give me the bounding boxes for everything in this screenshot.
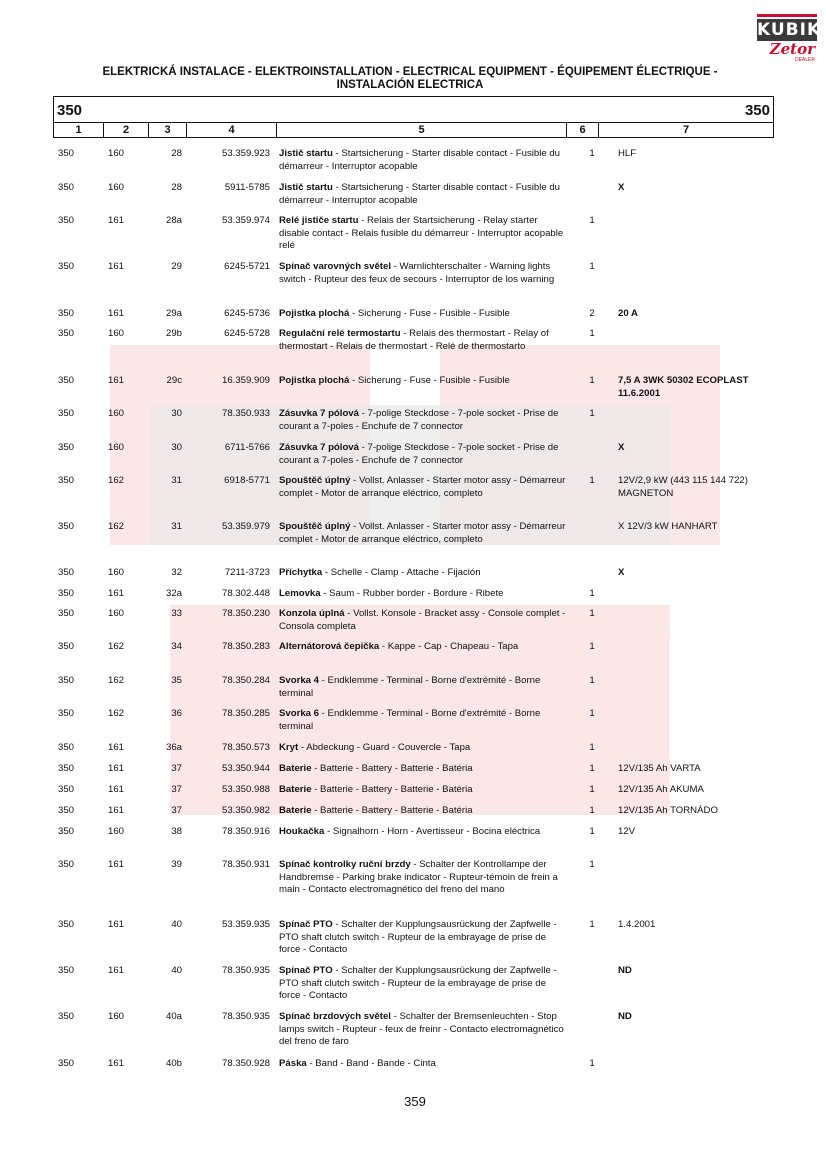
part-number-cell: 6711-5766 [224,442,270,453]
description-cell [279,919,569,957]
note-cell: 12V/135 Ah VARTA [618,763,701,774]
part-translations: - Schelle - Clamp - Attache - Fijación [322,567,481,578]
page-number: 359 [404,1094,426,1109]
quantity-cell: 2 [589,308,595,319]
note-cell: X [618,182,625,193]
description-cell [279,763,569,776]
position-cell: 33 [171,608,182,619]
position-cell: 29c [166,375,182,386]
part-translations: - Endklemme - Terminal - Borne d'extrémité - Borne terminal [279,708,541,732]
part-translations: - Saum - Rubber border - Bordure - Ribete [320,588,504,599]
part-translations: - Relais des thermostart - Relay of thermostart - Relais de thermostart - Relé de thermostarto [279,328,549,352]
description-cell [279,328,569,353]
model-cell: 350 [58,742,75,753]
part-translations: - Abdeckung - Guard - Couvercle - Tapa [298,742,471,753]
group-cell: 161 [108,805,125,816]
part-name: Pojistka plochá [279,375,350,386]
description-cell [279,641,569,654]
note-cell: 20 A [618,308,638,319]
part-number-cell: 78.350.230 [221,608,270,619]
part-number-cell: 78.350.285 [221,708,270,719]
part-number-cell: 78.350.916 [221,826,270,837]
part-number-cell: 78.350.935 [221,1011,270,1022]
part-name: Baterie [279,805,312,816]
part-number-cell: 6918-5771 [224,475,270,486]
quantity-cell: 1 [589,408,595,419]
model-cell: 350 [58,608,75,619]
part-translations: - Warnlichterschalter - Warning lights switch - Rupteur des feux de secours - Interruptor de los warning [279,261,555,285]
col-header-2: 2 [104,123,149,137]
group-cell: 161 [108,375,125,386]
group-cell: 161 [108,588,125,599]
position-cell: 36 [171,708,182,719]
description-cell [279,708,569,733]
description-cell [279,675,569,700]
part-translations: - Startsicherung - Starter disable contact - Fusible du démarreur - Interruptor acopable [279,148,561,172]
part-name: Spínač varovných světel [279,261,391,272]
col-header-4: 4 [187,123,277,137]
quantity-cell: 1 [589,805,595,816]
group-cell: 160 [108,442,125,453]
position-cell: 40 [171,965,182,976]
note-cell: X [618,567,625,578]
part-name: Regulační relé termostartu [279,328,401,339]
part-translations: - Vollst. Konsole - Bracket assy - Console complet - Consola completa [279,608,566,632]
part-name: Pojistka plochá [279,308,350,319]
model-cell: 350 [58,375,75,386]
quantity-cell: 1 [589,784,595,795]
position-cell: 29b [165,328,182,339]
col-header-7: 7 [682,124,690,136]
note-cell: HLF [618,148,637,159]
part-translations: - Startsicherung - Starter disable contact - Fusible du démarreur - Interruptor acopable [279,182,561,206]
description-cell [279,182,569,207]
description-cell [279,1058,569,1071]
part-name: Zásuvka 7 pólová [279,442,359,453]
group-cell: 162 [108,475,125,486]
model-cell: 350 [58,521,75,532]
position-cell: 36a [165,742,182,753]
position-cell: 29a [165,308,182,319]
group-cell: 161 [108,784,125,795]
group-cell: 161 [108,1058,125,1069]
part-translations: - 7-polige Steckdose - 7-pole socket - Prise de courant a 7-poles - Enchufe de 7 connector [279,442,559,466]
part-translations: - Batterie - Battery - Batterie - Batéria [311,805,473,816]
part-name: Svorka 4 [279,675,320,686]
part-number-cell: 78.350.284 [221,675,270,686]
part-translations: - Vollst. Anlasser - Starter motor assy - Démarreur complet - Motor de arranque eléctrico, completo [279,475,566,499]
part-name: Houkačka [279,826,325,837]
part-translations: - Schalter der Kontrollampe der Handbremse - Parking brake indicator - Rupteur-témoin de frein a main - Contacto electromagnético del freno del mano [279,859,558,895]
group-cell: 160 [108,826,125,837]
position-cell: 28 [171,182,182,193]
part-translations: - Kappe - Cap - Chapeau - Tapa [379,641,519,652]
part-name: Alternátorová čepička [279,641,380,652]
model-cell: 350 [58,588,75,599]
position-cell: 37 [171,763,182,774]
col-header-1: 1 [54,123,104,137]
group-cell: 161 [108,308,125,319]
part-number-cell: 16.359.909 [221,375,270,386]
position-cell: 34 [171,641,182,652]
model-cell: 350 [58,408,75,419]
part-name: Spínač PTO [279,965,333,976]
part-translations: - Vollst. Anlasser - Starter motor assy - Démarreur complet - Motor de arranque eléctrico, completo [279,521,566,545]
part-name: Zásuvka 7 pólová [279,408,359,419]
description-cell [279,805,569,818]
quantity-cell: 1 [589,588,595,599]
logo-sub: Zetor [769,40,815,58]
column-header [53,122,774,138]
part-name: Spínač PTO [279,919,333,930]
model-cell: 350 [58,675,75,686]
position-cell: 29 [171,261,182,272]
group-cell: 160 [108,182,125,193]
description-cell [279,784,569,797]
quantity-cell: 1 [589,375,595,386]
description-cell [279,308,569,321]
part-number-cell: 53.350.988 [221,784,270,795]
group-cell: 161 [108,965,125,976]
part-number-cell: 6245-5736 [224,308,270,319]
part-number-cell: 78.350.573 [221,742,270,753]
quantity-cell: 1 [589,742,595,753]
position-cell: 37 [171,784,182,795]
model-cell: 350 [58,826,75,837]
quantity-cell: 1 [589,1058,595,1069]
position-cell: 35 [171,675,182,686]
part-number-cell: 53.350.944 [221,763,270,774]
description-cell [279,567,569,580]
description-cell [279,588,569,601]
col-header-6: 6 [567,123,599,137]
quantity-cell: 1 [589,215,595,226]
group-cell: 162 [108,708,125,719]
quantity-cell: 1 [589,608,595,619]
part-translations: - Sicherung - Fuse - Fusible - Fusible [349,375,510,386]
position-cell: 40a [165,1011,182,1022]
position-cell: 31 [171,475,182,486]
position-cell: 32 [171,567,182,578]
note-cell: ND [618,1011,632,1022]
description-cell [279,408,569,433]
logo-brand: KUBIK [757,20,822,40]
part-name: Jistič startu [279,148,333,159]
group-cell: 160 [108,408,125,419]
description-cell [279,475,569,500]
description-cell [279,261,569,286]
col-header-3: 3 [149,123,187,137]
model-cell: 350 [58,859,75,870]
note-cell: X 12V/3 kW HANHART [618,521,718,532]
part-translations: - Schalter der Bremsenleuchten - Stop lamps switch - Rupteur - feux de freinr - Contacto electromagnético del freno de faro [279,1011,564,1047]
position-cell: 40b [165,1058,182,1069]
note-cell: ND [618,965,632,976]
description-cell [279,521,569,546]
note-cell: 12V/2,9 kW (443 115 144 722) MAGNETON [618,475,748,499]
part-name: Konzola úplná [279,608,345,619]
col-header-5: 5 [277,123,567,137]
position-cell: 28a [165,215,182,226]
model-left: 350 [57,102,83,119]
group-cell: 160 [108,328,125,339]
model-cell: 350 [58,148,75,159]
position-cell: 28 [171,148,182,159]
description-cell [279,608,569,633]
description-cell [279,965,569,1003]
part-name: Baterie [279,763,312,774]
part-number-cell: 78.350.928 [221,1058,270,1069]
note-cell: 1.4.2001 [618,919,656,930]
part-translations: - Sicherung - Fuse - Fusible - Fusible [349,308,510,319]
quantity-cell: 1 [589,148,595,159]
kubik-zetor-logo [755,14,822,72]
model-cell: 350 [58,215,75,226]
quantity-cell: 1 [589,826,595,837]
part-number-cell: 7211-3723 [224,567,270,578]
group-cell: 160 [108,1011,125,1022]
description-cell [279,442,569,467]
model-cell: 350 [58,567,75,578]
part-number-cell: 78.302.448 [221,588,270,599]
model-cell: 350 [58,328,75,339]
quantity-cell: 1 [589,641,595,652]
group-cell: 161 [108,763,125,774]
group-cell: 160 [108,608,125,619]
group-cell: 161 [108,261,125,272]
part-name: Kryt [279,742,299,753]
model-cell: 350 [58,965,75,976]
group-cell: 162 [108,641,125,652]
model-cell: 350 [58,261,75,272]
part-number-cell: 53.359.923 [221,148,270,159]
document-title [60,66,760,92]
part-name: Spínač kontrolky ruční brzdy [279,859,411,870]
part-number-cell: 53.359.979 [221,521,270,532]
position-cell: 30 [171,442,182,453]
part-number-cell: 53.359.974 [221,215,270,226]
model-cell: 350 [58,182,75,193]
position-cell: 38 [171,826,182,837]
group-cell: 161 [108,919,125,930]
group-cell: 160 [108,148,125,159]
quantity-cell: 1 [589,328,595,339]
part-translations: - Batterie - Battery - Batterie - Batéria [311,763,473,774]
part-number-cell: 53.359.935 [221,919,270,930]
model-cell: 350 [58,442,75,453]
group-cell: 160 [108,567,125,578]
part-translations: - Schalter der Kupplungsausrückung der Zapfwelle - PTO shaft clutch switch - Rupteur de la embrayage de prise de force - Contacto [279,919,557,955]
logo-dealer: DEALER [794,57,815,63]
part-number-cell: 5911-5785 [224,182,270,193]
model-cell: 350 [58,475,75,486]
part-translations: - Batterie - Battery - Batterie - Batéria [311,784,473,795]
model-cell: 350 [58,919,75,930]
description-cell [279,742,569,755]
model-cell: 350 [58,805,75,816]
part-name: Spínač brzdových světel [279,1011,391,1022]
note-cell: 7,5 A 3WK 50302 ECOPLAST 11.6.2001 [618,375,749,399]
quantity-cell: 1 [589,261,595,272]
part-name: Svorka 6 [279,708,320,719]
part-translations: - Relais der Startsicherung - Relay starter disable contact - Relais fusible du démarreur - Interruptor acopable relé [279,215,564,251]
group-cell: 162 [108,675,125,686]
description-cell [279,375,569,388]
model-cell: 350 [58,784,75,795]
part-name: Příchytka [279,567,323,578]
part-number-cell: 53.350.982 [221,805,270,816]
description-cell [279,215,569,253]
quantity-cell: 1 [589,475,595,486]
position-cell: 37 [171,805,182,816]
model-cell: 350 [58,708,75,719]
position-cell: 40 [171,919,182,930]
part-name: Lemovka [279,588,321,599]
group-cell: 162 [108,521,125,532]
quantity-cell: 1 [589,859,595,870]
model-cell: 350 [58,763,75,774]
quantity-cell: 1 [589,675,595,686]
note-cell: 12V [618,826,636,837]
part-name: Spouštěč úplný [279,475,351,486]
description-cell [279,1011,569,1049]
model-cell: 350 [58,1011,75,1022]
quantity-cell: 1 [589,763,595,774]
part-translations: - Band - Band - Bande - Cinta [306,1058,436,1069]
position-cell: 31 [171,521,182,532]
part-number-cell: 78.350.931 [221,859,270,870]
model-cell: 350 [58,308,75,319]
title-line-2: INSTALACIÓN ELECTRICA [336,79,484,91]
description-cell [279,826,569,839]
note-cell: 12V/135 Ah AKUMA [618,784,704,795]
part-name: Relé jističe startu [279,215,359,226]
model-header [53,96,774,122]
description-cell [279,148,569,173]
part-number-cell: 78.350.933 [221,408,270,419]
note-cell: 12V/135 Ah TORNÁDO [618,805,718,816]
part-number-cell: 78.350.283 [221,641,270,652]
part-number-cell: 6245-5728 [224,328,270,339]
note-cell: X [618,442,625,453]
position-cell: 39 [171,859,182,870]
part-number-cell: 6245-5721 [224,261,270,272]
group-cell: 161 [108,859,125,870]
model-cell: 350 [58,641,75,652]
position-cell: 30 [171,408,182,419]
part-name: Spouštěč úplný [279,521,351,532]
part-translations: - 7-polige Steckdose - 7-pole socket - Prise de courant a 7-poles - Enchufe de 7 connector [279,408,559,432]
part-translations: - Schalter der Kupplungsausrückung der Zapfwelle - PTO shaft clutch switch - Rupteur de la embrayage de prise de force - Contacto [279,965,557,1001]
part-name: Baterie [279,784,312,795]
part-number-cell: 78.350.935 [221,965,270,976]
part-translations: - Signalhorn - Horn - Avertisseur - Bocina eléctrica [324,826,541,837]
quantity-cell: 1 [589,708,595,719]
title-line-1: ELEKTRICKÁ INSTALACE - ELEKTROINSTALLATION - ELECTRICAL EQUIPMENT - ÉQUIPEMENT ÉLECTRIQUE - [102,66,718,78]
part-name: Jistič startu [279,182,333,193]
model-right: 350 [744,102,770,119]
part-name: Páska [279,1058,307,1069]
part-translations: - Endklemme - Terminal - Borne d'extrémité - Borne terminal [279,675,541,699]
group-cell: 161 [108,742,125,753]
model-cell: 350 [58,1058,75,1069]
quantity-cell: 1 [589,919,595,930]
position-cell: 32a [165,588,182,599]
group-cell: 161 [108,215,125,226]
description-cell [279,859,569,897]
